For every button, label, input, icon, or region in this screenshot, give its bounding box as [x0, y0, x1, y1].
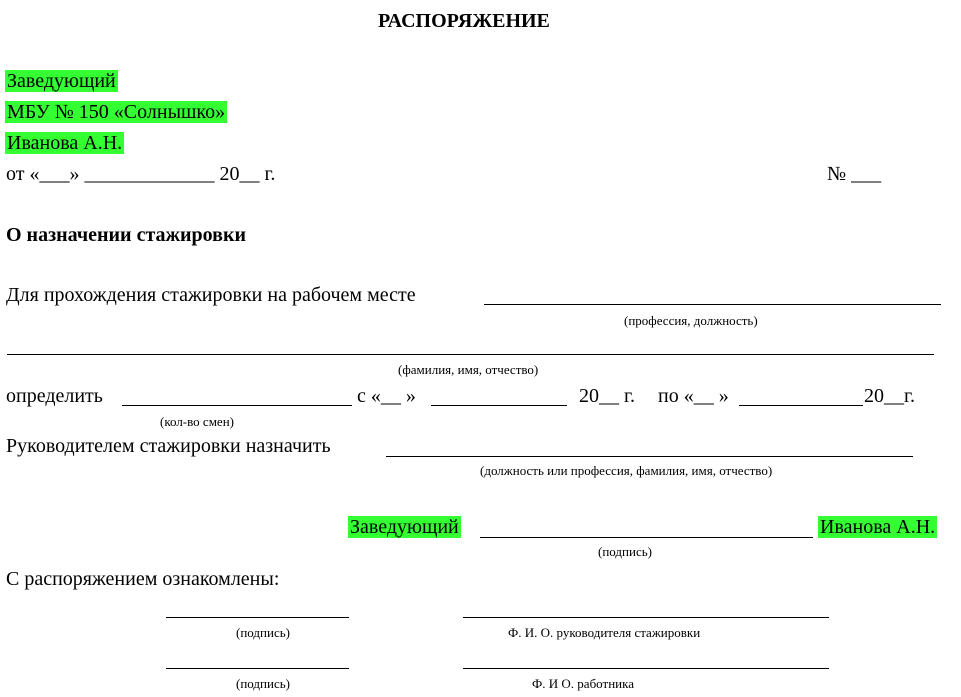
acq-fio-line-2 [463, 668, 829, 669]
to-month-line [739, 405, 863, 406]
header-position [5, 68, 118, 94]
subject-heading: О назначении стажировки [6, 224, 247, 246]
header-organization-text: МБУ № 150 «Солнышко» [7, 101, 226, 123]
year-from: 20__ г. [579, 385, 635, 407]
acq-fio-hint-supervisor: Ф. И. О. руководителя стажировки [508, 625, 701, 640]
signature-line [480, 537, 813, 538]
acq-sign-hint-1: (подпись) [236, 625, 290, 640]
determine-label: определить [6, 385, 103, 407]
acq-sign-line-2 [166, 668, 349, 669]
signature-position [348, 514, 461, 540]
to-label: по «__ » [658, 385, 729, 407]
signature-position-text: Заведующий [350, 516, 459, 538]
header-name-text: Иванова А.Н. [7, 132, 123, 154]
internship-text: Для прохождения стажировки на рабочем месте [6, 284, 416, 306]
signature-hint: (подпись) [598, 544, 652, 559]
header-position-text: Заведующий [7, 70, 116, 92]
supervisor-line [386, 456, 913, 457]
shifts-hint: (кол-во смен) [160, 414, 234, 429]
acquainted-label: С распоряжением ознакомлены: [6, 568, 280, 590]
acq-sign-line-1 [166, 617, 349, 618]
shifts-line [122, 405, 352, 406]
from-month-line [431, 405, 567, 406]
date-field: от «___» _____________ 20__ г. [6, 163, 276, 185]
fio-line [7, 354, 934, 355]
fio-hint: (фамилия, имя, отчество) [398, 362, 539, 377]
from-label: с «__ » [357, 385, 416, 407]
acq-sign-hint-2: (подпись) [236, 676, 290, 691]
acq-fio-line-1 [463, 617, 829, 618]
document-title: РАСПОРЯЖЕНИЕ [378, 10, 550, 32]
acq-fio-hint-worker: Ф. И О. работника [532, 676, 634, 691]
signature-name [818, 514, 937, 540]
supervisor-hint: (должность или профессия, фамилия, имя, отчество) [480, 463, 773, 478]
header-name [5, 130, 124, 156]
profession-line [484, 304, 941, 305]
supervisor-text: Руководителем стажировки назначить [6, 435, 331, 457]
profession-hint: (профессия, должность) [624, 313, 758, 328]
header-organization [5, 99, 227, 125]
number-field: № ___ [827, 163, 882, 185]
year-to: 20__г. [864, 385, 915, 407]
signature-name-text: Иванова А.Н. [820, 516, 936, 538]
